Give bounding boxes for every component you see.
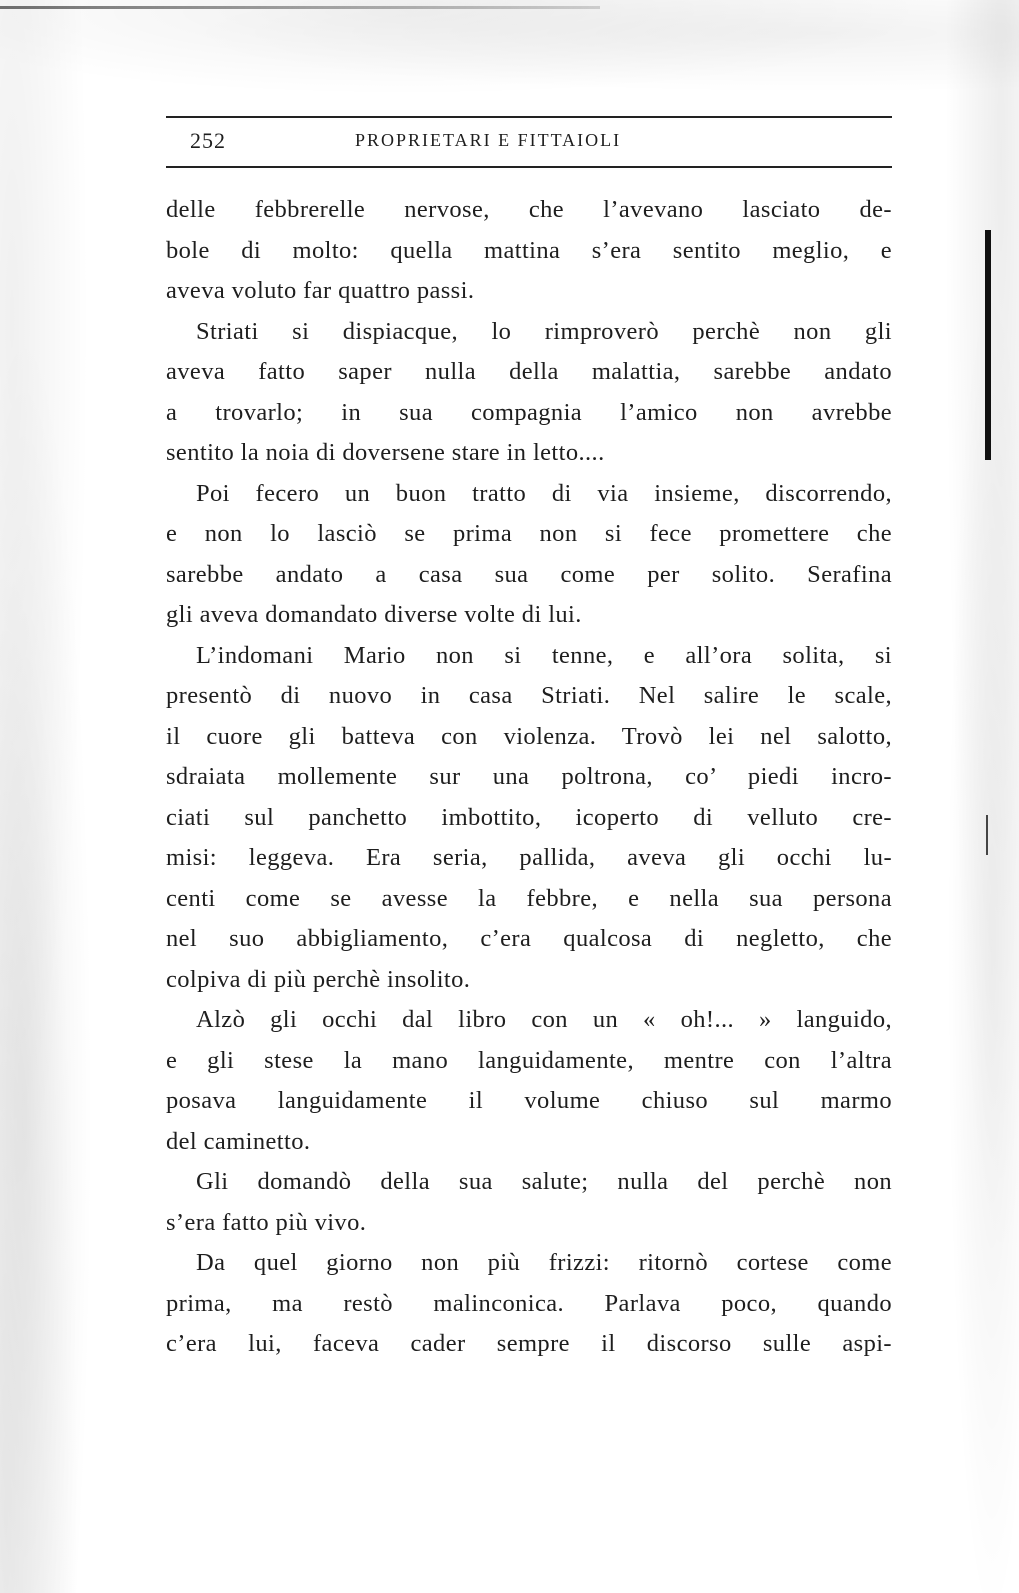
- text-line: prima, ma restò malinconica. Parlava poco, quando: [166, 1289, 892, 1317]
- text-line: centi come se avesse la febbre, e nella sua persona: [166, 884, 892, 912]
- scan-noise-right: [929, 0, 1019, 1593]
- text-line: sarebbe andato a casa sua come per solito. Serafina: [166, 560, 892, 588]
- text-line: gli aveva domandato diverse volte di lui.: [166, 601, 582, 628]
- text-line: s’era fatto più vivo.: [166, 1208, 367, 1236]
- scan-margin-tick: [986, 815, 988, 855]
- text-line: Striati si dispiacque, lo rimproverò perchè non gli: [196, 317, 892, 345]
- text-line: c’era lui, faceva cader sempre il discorso sulle aspi-: [166, 1330, 892, 1357]
- text-line: bole di molto: quella mattina s’era sentito meglio, e: [166, 236, 892, 264]
- text-line: posava languidamente il volume chiuso sul marmo: [166, 1087, 892, 1114]
- text-line: misi: leggeva. Era seria, pallida, aveva gli occhi lu-: [166, 844, 892, 871]
- text-line: ciati sul panchetto imbottito, icoperto di velluto cre-: [166, 803, 892, 831]
- text-line: L’indomani Mario non si tenne, e all’ora solita, si: [196, 641, 892, 669]
- text-line: Poi fecero un buon tratto di via insieme, discorrendo,: [196, 479, 892, 507]
- scan-edge-line: [0, 6, 600, 9]
- header-rule-top: [166, 116, 892, 118]
- text-line: Alzò gli occhi dal libro con un « oh!... » languido,: [196, 1006, 892, 1033]
- page-header: [190, 128, 890, 158]
- text-line: e gli stese la mano languidamente, mentre con l’altra: [166, 1046, 892, 1074]
- text-line: e non lo lasciò se prima non si fece promettere che: [166, 520, 892, 547]
- scan-noise-left: [0, 0, 120, 1593]
- running-title: PROPRIETARI E FITTAIOLI: [355, 130, 622, 150]
- text-line: del caminetto.: [166, 1127, 311, 1155]
- text-line: sentito la noia di doversene stare in letto....: [166, 439, 605, 466]
- text-line: colpiva di più perchè insolito.: [166, 965, 471, 993]
- text-line: nel suo abbigliamento, c’era qualcosa di negletto, che: [166, 925, 892, 952]
- scan-noise-top: [0, 0, 1019, 110]
- text-line: Gli domandò della sua salute; nulla del perchè non: [196, 1168, 892, 1195]
- scan-margin-bar: [985, 230, 991, 460]
- header-rule: [166, 166, 892, 168]
- text-line: aveva voluto far quattro passi.: [166, 277, 475, 304]
- text-line: delle febbrerelle nervose, che l’avevano lasciato de-: [166, 196, 892, 223]
- text-line: Da quel giorno non più frizzi: ritornò cortese come: [196, 1249, 892, 1276]
- text-line: il cuore gli batteva con violenza. Trovò lei nel salotto,: [166, 722, 892, 750]
- text-line: presentò di nuovo in casa Striati. Nel salire le scale,: [166, 682, 892, 709]
- text-line: a trovarlo; in sua compagnia l’amico non avrebbe: [166, 398, 892, 426]
- page-number: 252: [190, 128, 226, 153]
- text-line: sdraiata mollemente sur una poltrona, co’ piedi incro-: [166, 763, 892, 790]
- body-text: [166, 190, 892, 1365]
- text-line: aveva fatto saper nulla della malattia, sarebbe andato: [166, 358, 892, 385]
